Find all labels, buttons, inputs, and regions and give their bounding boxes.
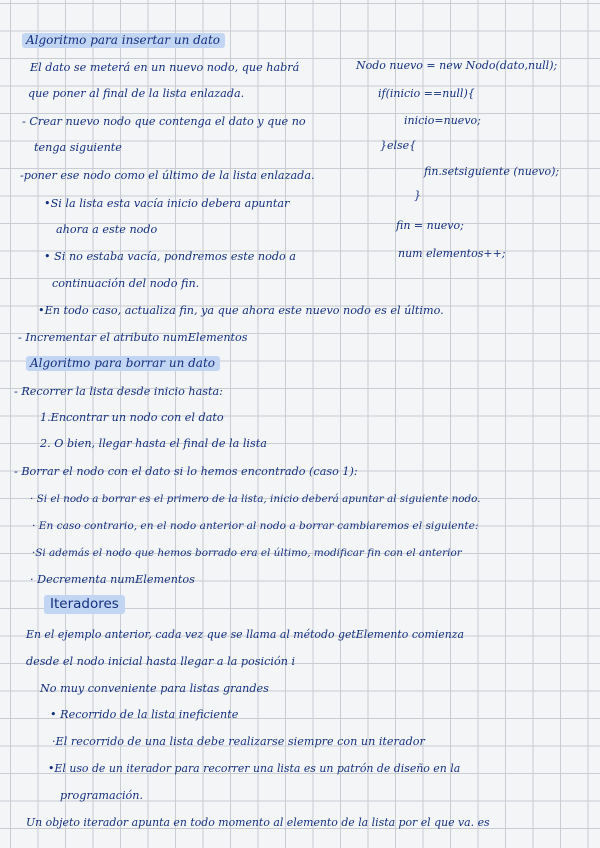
code-line-1: Nodo nuevo = new Nodo(dato,null);: [356, 59, 558, 72]
insert-bullet-increment: - Incrementar el atributo numElementos: [18, 331, 248, 344]
insert-intro-line-2: que poner al final de la lista enlazada.: [28, 87, 245, 100]
iterators-title: Iteradores: [44, 596, 125, 612]
delete-step-2: 2. O bien, llegar hasta el final de la lista: [40, 437, 267, 450]
code-line-2: if(inicio ==null){: [378, 87, 475, 100]
delete-case-first: · Si el nodo a borrar es el primero de la lista, inicio deberá apuntar al siguiente nodo.: [30, 493, 481, 505]
code-line-7: fin = nuevo;: [396, 219, 464, 232]
delete-step-1: 1.Encontrar un nodo con el dato: [40, 411, 224, 424]
insert-bullet-create: - Crear nuevo nodo que contenga el dato y que no: [22, 115, 306, 128]
insert-bullet-create-cont: tenga siguiente: [34, 141, 122, 154]
code-line-5: fin.setsiguiente (nuevo);: [424, 165, 560, 178]
iterators-bullet-pattern: •El uso de un iterador para recorrer una lista es un patrón de diseño en la: [48, 762, 461, 775]
code-line-6: }: [414, 189, 421, 202]
delete-decrement: · Decrementa numElementos: [30, 573, 195, 586]
iterators-not-convenient: No muy conveniente para listas grandes: [40, 682, 269, 695]
insert-title: Algoritmo para insertar un dato: [22, 32, 225, 48]
insert-sub-update-fin: •En todo caso, actualiza fin, ya que ahora este nuevo nodo es el último.: [38, 304, 444, 317]
insert-intro-line-1: El dato se meterá en un nuevo nodo, que habrá: [30, 61, 300, 74]
iterators-paragraph-3: Un objeto iterador apunta en todo momento al elemento de la lista por el que va. es: [26, 816, 490, 829]
delete-case-last: ·Si además el nodo que hemos borrado era el último, modificar fin con el anterior: [32, 547, 462, 559]
insert-sub-empty-cont: ahora a este nodo: [56, 223, 158, 236]
delete-erase: - Borrar el nodo con el dato si lo hemos encontrado (caso 1):: [14, 465, 358, 478]
insert-sub-nonempty-cont: continuación del nodo fin.: [52, 277, 200, 290]
insert-sub-empty: •Si la lista esta vacía inicio debera apuntar: [44, 197, 290, 210]
iterators-paragraph-1: En el ejemplo anterior, cada vez que se llama al método getElemento comienza: [26, 628, 464, 641]
iterators-paragraph-2: desde el nodo inicial hasta llegar a la posición i: [26, 655, 296, 668]
delete-step-traverse: - Recorrer la lista desde inicio hasta:: [14, 385, 223, 398]
code-line-8: num elementos++;: [398, 247, 506, 260]
code-line-4: }else{: [380, 139, 417, 152]
iterators-bullet-always: ·El recorrido de una lista debe realizarse siempre con un iterador: [52, 735, 425, 748]
iterators-bullet-inefficient: • Recorrido de la lista ineficiente: [50, 708, 239, 721]
insert-sub-nonempty: • Si no estaba vacía, pondremos este nodo a: [44, 250, 296, 263]
code-line-3: inicio=nuevo;: [404, 114, 481, 127]
iterators-bullet-pattern-cont: programación.: [60, 789, 144, 802]
delete-case-other: · En caso contrario, en el nodo anterior al nodo a borrar cambiaremos el siguiente:: [32, 520, 479, 532]
delete-title: Algoritmo para borrar un dato: [26, 355, 220, 371]
insert-bullet-place: -poner ese nodo como el último de la lista enlazada.: [20, 169, 315, 182]
